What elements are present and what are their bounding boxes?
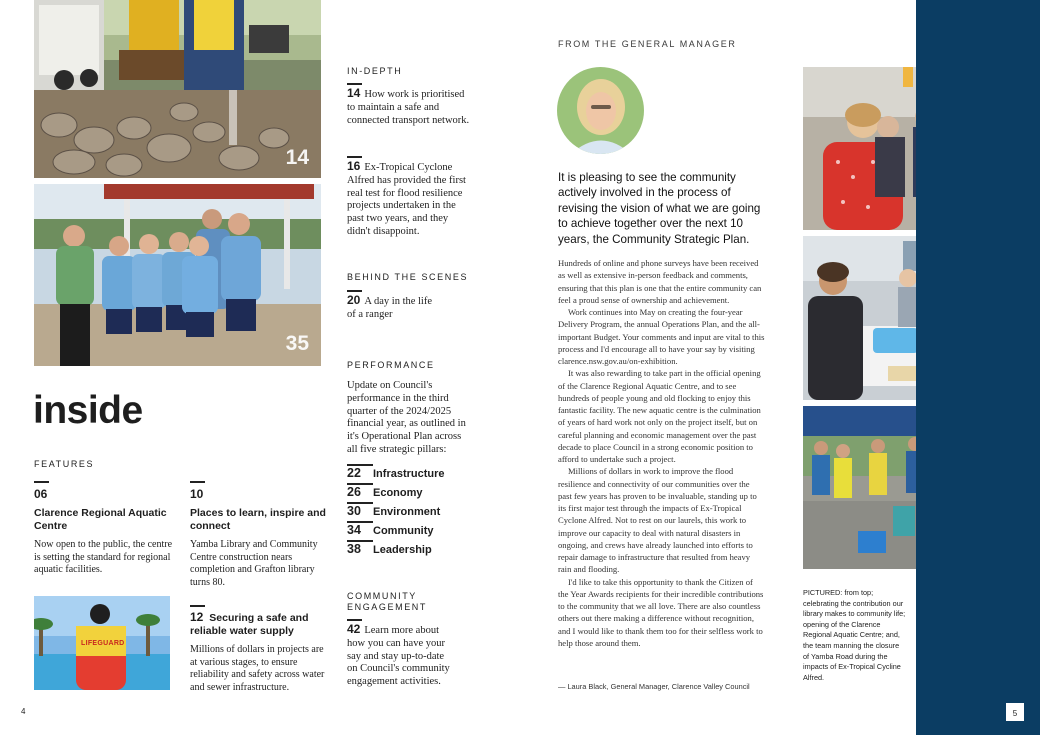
behind-the-scenes-heading: BEHIND THE SCENES xyxy=(347,272,469,282)
divider xyxy=(347,156,362,158)
divider xyxy=(347,83,362,85)
general-manager-heading: FROM THE GENERAL MANAGER xyxy=(558,39,737,49)
feature-item[interactable] xyxy=(190,481,330,589)
pillar-page-number: 34 xyxy=(347,521,373,538)
pillar-label: Infrastructure xyxy=(373,468,445,480)
message-paragraph: Work continues into May on creating the four-year Delivery Program, the annual Operations Plan, and the all-important Budget. Your comments and input are vital to this process and I'd encourage all to have your say by visiting clarence.nsw.gov.au/on-exhibition. xyxy=(558,307,765,366)
entry-page-number: 42 xyxy=(347,622,361,636)
entry-page-number: 14 xyxy=(347,86,361,100)
pillar-item[interactable] xyxy=(347,483,477,502)
entry-text: A day in the life of a ranger xyxy=(347,296,433,320)
community-engagement-heading: COMMUNITY ENGAGEMENT xyxy=(347,591,428,612)
general-manager-lead: It is pleasing to see the community actively involved in the process of revising the vision of what we are going to achieve together over the next 10 years, the Community Strategic Plan. xyxy=(558,171,761,246)
photo-caption: PICTURED: from top; celebrating the contribution our library makes to community life; opening of the Clarence Regional Aquatic Centre; and, the team manning the closure of Yamba Road during the impacts of Ex-Tropical Cycline Alfred. xyxy=(803,588,906,682)
pillar-label: Community xyxy=(373,525,434,537)
feature-title: Clarence Regional Aquatic Centre xyxy=(34,507,167,532)
entry-text: How work is prioritised to maintain a safe and connected transport network. xyxy=(347,89,470,126)
divider xyxy=(347,290,362,292)
divider xyxy=(34,481,49,483)
in-depth-entry xyxy=(347,87,472,127)
behind-entry xyxy=(347,294,437,322)
divider xyxy=(190,605,205,607)
pillar-page-number: 26 xyxy=(347,483,373,500)
feature-item[interactable] xyxy=(190,605,330,694)
feature-title xyxy=(190,611,330,638)
team-photo xyxy=(34,184,321,366)
in-depth-item[interactable] xyxy=(347,83,472,127)
entry-text: Ex-Tropical Cyclone Alfred has provided the first real test for flood resilience projects undertaken in the past two years, and they didn't disappoint. xyxy=(347,162,466,237)
entry-page-number: 16 xyxy=(347,159,361,173)
feature-title: Places to learn, inspire and connect xyxy=(190,507,326,532)
feature-page-number: 06 xyxy=(34,487,48,501)
photo-page-number: 35 xyxy=(285,332,309,355)
feature-description: Yamba Library and Community Centre construction nears completion and Grafton library turns 80. xyxy=(190,539,318,588)
pillar-item[interactable] xyxy=(347,464,477,483)
community-entry xyxy=(347,623,457,689)
entry-text: Learn more about how you can have your say and stay up-to-date on Council's community engagement activities. xyxy=(347,625,450,688)
divider xyxy=(190,481,205,483)
behind-the-scenes-item[interactable] xyxy=(347,290,437,322)
pillar-label: Environment xyxy=(373,506,441,518)
feature-title-text: Securing a safe and reliable water supply xyxy=(190,612,309,637)
pillar-page-number: 30 xyxy=(347,502,373,519)
performance-description: Update on Council's performance in the third quarter of the 2024/2025 financial year, as outlined in it's Operational Plan across all five strategic pillars: xyxy=(347,380,466,455)
feature-page-number: 12 xyxy=(190,610,204,624)
in-depth-item[interactable] xyxy=(347,156,472,239)
general-manager-portrait xyxy=(557,67,644,154)
pillar-page-number: 38 xyxy=(347,540,373,557)
pillar-item[interactable] xyxy=(347,540,477,559)
inside-title: inside xyxy=(33,389,143,432)
message-paragraph: I'd like to take this opportunity to thank the Citizen of the Year Awards recipients for their incredible contributions to the community that we all love. There are also countless others out there making a difference without recognition, and I would like to thank them too for their selfless work to help those around them. xyxy=(558,576,764,648)
feature-item[interactable] xyxy=(34,481,174,577)
general-manager-signature: — Laura Black, General Manager, Clarence Valley Council xyxy=(558,682,750,691)
lifeguard-photo xyxy=(34,596,170,690)
pillar-label: Economy xyxy=(373,487,423,499)
in-depth-heading: IN-DEPTH xyxy=(347,66,403,76)
left-page-number: 4 xyxy=(21,707,26,716)
general-manager-message xyxy=(558,257,765,649)
message-paragraph: Hundreds of online and phone surveys have been received as well as extensive in-person feedback and comments, ensuring that this plan is one that the entire community can feel a proud sense of ownership and achievement. xyxy=(558,258,762,305)
community-engagement-item[interactable] xyxy=(347,619,457,689)
pillar-label: Leadership xyxy=(373,544,432,556)
navy-side-band xyxy=(916,0,1040,735)
features-heading: FEATURES xyxy=(34,459,95,469)
pillar-page-number: 22 xyxy=(347,464,373,481)
pillar-list xyxy=(347,464,477,559)
right-page-number: 5 xyxy=(1012,709,1018,718)
performance-heading: PERFORMANCE xyxy=(347,360,435,370)
feature-description: Now open to the public, the centre is setting the standard for regional aquatic facilities. xyxy=(34,539,173,575)
message-paragraph: Millions of dollars in work to improve the flood resilience and connectivity of our communities over the past few years has proven to be invaluable, standing up to its first major test through the impacts of Ex-Tropical Cyclone Alfred. Not to rest on our laurels, this work to improve our capacity to deal with natural disasters in ongoing, and crews have already launched into efforts to repair damage to infrastructure that resulted from heavy rain and flooding. xyxy=(558,466,757,575)
message-paragraph: It was also rewarding to take part in the official opening of the Clarence Regional Aquatic Centre, and to see hundreds of people young and old flocking to enjoy this fantastic facility. The new aquatic centre is the culmination of years of hard work not only on the project itself, but on careful planning and economic management over the past decade to place Council in a strong economic position to afford to undertake such a project. xyxy=(558,368,761,464)
entry-page-number: 20 xyxy=(347,293,361,307)
pillar-item[interactable] xyxy=(347,521,477,540)
feature-page-number: 10 xyxy=(190,487,204,501)
lifeguard-shirt-text: LIFEGUARD xyxy=(81,640,125,647)
excavation-photo xyxy=(34,0,321,178)
right-page-number-box xyxy=(1006,703,1024,721)
divider xyxy=(347,619,362,621)
pillar-item[interactable] xyxy=(347,502,477,521)
in-depth-entry xyxy=(347,160,472,239)
photo-page-number: 14 xyxy=(285,146,309,169)
feature-description: Millions of dollars in projects are at various stages, to ensure reliability and safety across water and sewer infrastructure. xyxy=(190,644,325,693)
